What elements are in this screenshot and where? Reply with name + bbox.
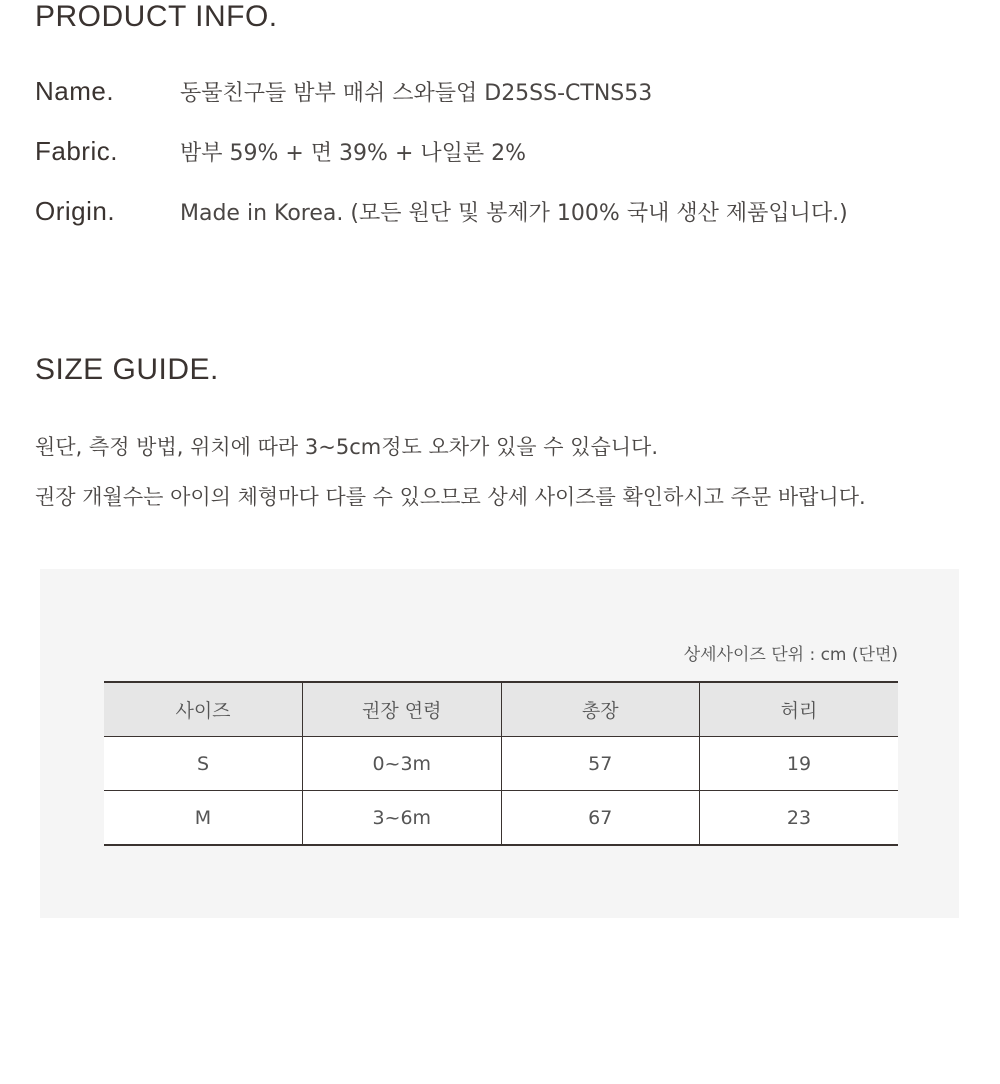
table-row	[104, 791, 898, 846]
size-table	[104, 681, 898, 846]
fabric-label: Fabric.	[35, 135, 118, 166]
size-guide-title: SIZE GUIDE.	[35, 353, 219, 386]
cell-waist: 23	[700, 791, 899, 846]
cell-size: M	[104, 791, 303, 846]
size-guide-note-tolerance: 원단, 측정 방법, 위치에 따라 3~5cm정도 오차가 있을 수 있습니다.	[35, 435, 658, 459]
table-row	[104, 737, 898, 791]
origin-label: Origin.	[35, 195, 116, 226]
header-waist: 허리	[700, 682, 899, 737]
info-row-name	[35, 75, 652, 107]
size-guide-note-recommendation: 권장 개월수는 아이의 체형마다 다를 수 있으므로 상세 사이즈를 확인하시고 주문 바랍니다.	[35, 485, 866, 509]
unit-caption: 상세사이즈 단위 : cm (단면)	[683, 645, 898, 665]
size-table-panel	[40, 569, 959, 918]
product-info-title: PRODUCT INFO.	[35, 0, 278, 33]
info-row-fabric	[35, 135, 526, 167]
cell-waist: 19	[700, 737, 899, 791]
cell-total-length: 57	[501, 737, 700, 791]
name-value: 동물친구들 밤부 매쉬 스와들업 D25SS-CTNS53	[180, 80, 653, 106]
cell-size: S	[104, 737, 303, 791]
header-size: 사이즈	[104, 682, 303, 737]
fabric-value: 밤부 59% + 면 39% + 나일론 2%	[180, 140, 527, 166]
cell-recommended-age: 3~6m	[303, 791, 502, 846]
name-label: Name.	[35, 75, 115, 106]
header-recommended-age: 권장 연령	[303, 682, 502, 737]
header-total-length: 총장	[501, 682, 700, 737]
cell-recommended-age: 0~3m	[303, 737, 502, 791]
cell-total-length: 67	[501, 791, 700, 846]
origin-value: Made in Korea. (모든 원단 및 봉제가 100% 국내 생산 제품입니다.)	[180, 200, 848, 226]
info-row-origin	[35, 195, 848, 227]
table-header-row	[104, 682, 898, 737]
